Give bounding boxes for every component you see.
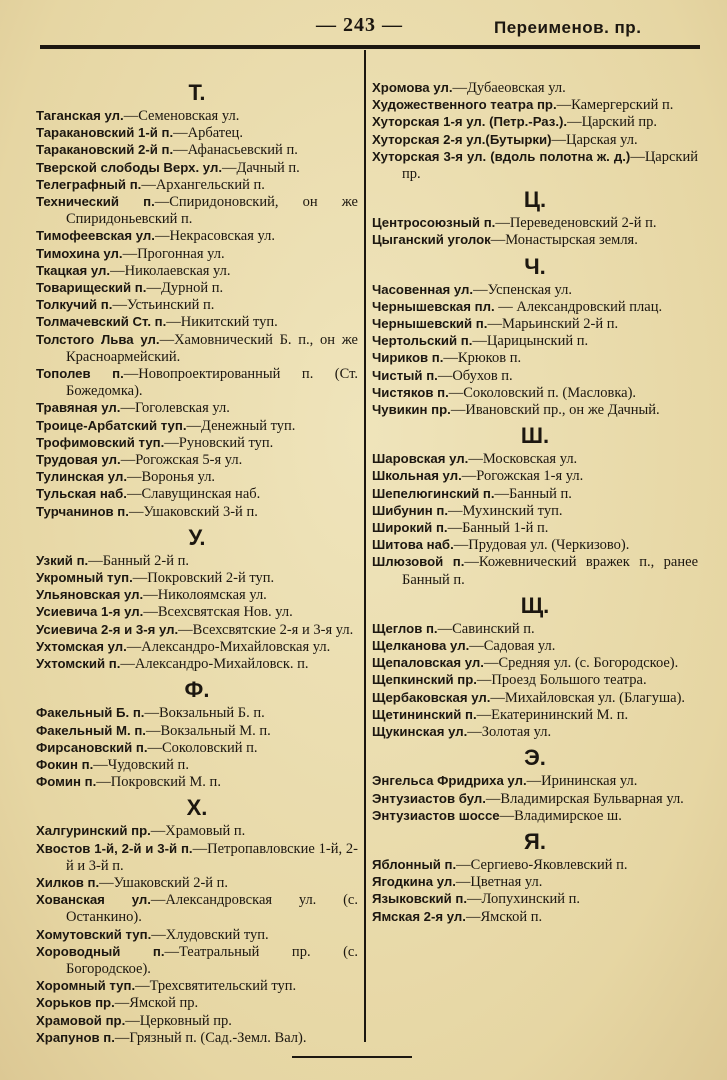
new-street-name: Чертольский п. xyxy=(372,333,473,349)
rename-entry xyxy=(36,553,358,570)
old-street-name: —Грязный п. (Сад.-Земл. Вал). xyxy=(114,1029,307,1046)
rename-entry xyxy=(372,672,698,689)
rename-entry xyxy=(36,705,358,722)
rename-entry xyxy=(372,468,698,485)
old-street-name: —Лопухинский п. xyxy=(467,891,581,908)
old-street-name: —Спиридоновский, он же Спиридоньевский п. xyxy=(66,194,358,228)
old-street-name: —Дачный п. xyxy=(221,159,300,176)
old-street-name: —Золотая ул. xyxy=(467,724,552,741)
new-street-name: Щелканова ул. xyxy=(372,638,470,654)
header-rule xyxy=(40,45,700,49)
new-street-name: Толкучий п. xyxy=(36,297,113,313)
rename-entry xyxy=(372,537,698,554)
rename-entry xyxy=(36,160,358,177)
new-street-name: Тулинская ул. xyxy=(36,469,127,485)
rename-entry xyxy=(372,97,698,114)
rename-entry xyxy=(36,263,358,280)
section-letter-heading: Ч. xyxy=(524,253,546,279)
old-street-name: —Ушаковский 2-й п. xyxy=(99,874,229,891)
new-street-name: Художественного театра пр. xyxy=(372,97,557,113)
new-street-name: Хуторская 2-я ул.(Бутырки) xyxy=(372,131,552,147)
old-street-name: —Московская ул. xyxy=(468,451,578,468)
new-street-name: Шаровская ул. xyxy=(372,451,469,467)
old-street-name: —Садовая ул. xyxy=(469,638,556,655)
new-street-name: Толмачевский Ст. п. xyxy=(36,314,167,330)
old-street-name: —Ивановский пр., он же Дачный. xyxy=(450,402,660,419)
rename-entry xyxy=(36,656,358,673)
old-street-name: —Сергиево-Яковлевский п. xyxy=(456,856,628,873)
new-street-name: Яблонный п. xyxy=(372,856,457,872)
new-street-name: Храпунов п. xyxy=(36,1029,115,1045)
old-street-name: —Савинский п. xyxy=(437,620,535,637)
old-street-name: —Проезд Большого театра. xyxy=(476,672,647,689)
old-street-name: —Кожевнический вражек п., ранее Банный п. xyxy=(402,554,699,588)
rename-entry xyxy=(372,638,698,655)
old-street-name: —Соколовский п. xyxy=(147,739,258,756)
section-letter-heading: Я. xyxy=(524,828,546,854)
rename-entry xyxy=(36,452,358,469)
old-street-name: —Владимирское ш. xyxy=(499,807,622,824)
old-street-name: —Хамовнический Б. п., он же Красноармейский. xyxy=(66,331,358,365)
new-street-name: Чистый п. xyxy=(372,367,438,383)
rename-entry xyxy=(36,332,358,366)
new-street-name: Щукинская ул. xyxy=(372,724,468,740)
old-street-name: —Мухинский туп. xyxy=(448,502,563,519)
rename-entry xyxy=(36,927,358,944)
old-street-name: —Царский пр. xyxy=(402,148,698,183)
old-street-name: —Афанасьевский п. xyxy=(173,142,298,159)
old-street-name: —Рогожская 5-я ул. xyxy=(120,452,243,469)
new-street-name: Тимохина ул. xyxy=(36,245,123,261)
old-street-name: —Рогожская 1-я ул. xyxy=(461,468,584,485)
rename-entry xyxy=(372,368,698,385)
section-letter-heading: Ш. xyxy=(520,423,550,449)
rename-entry xyxy=(372,554,698,588)
new-street-name: Фирсановский п. xyxy=(36,739,148,755)
rename-entry xyxy=(36,1030,358,1047)
new-street-name: Ухтомская ул. xyxy=(36,638,127,654)
old-street-name: —Церковный пр. xyxy=(125,1012,232,1029)
old-street-name: —Камергерский п. xyxy=(556,97,674,114)
rename-entry xyxy=(36,892,358,926)
footer-rule xyxy=(292,1056,412,1058)
old-street-name: —Некрасовская ул. xyxy=(154,228,275,245)
section-letter-heading: У. xyxy=(188,524,206,550)
old-street-name: —Покровский 2-й туп. xyxy=(132,570,275,587)
rename-entry xyxy=(372,503,698,520)
old-street-name: —Банный 2-й п. xyxy=(88,552,189,569)
section-letter-heading: Ф. xyxy=(184,677,210,703)
rename-entry xyxy=(36,639,358,656)
rename-entry xyxy=(36,622,358,639)
rename-entry xyxy=(372,149,698,183)
new-street-name: Центросоюзный п. xyxy=(372,215,496,231)
right-column xyxy=(372,80,698,926)
old-street-name: —Денежный туп. xyxy=(186,417,296,434)
section-letter-heading: Э. xyxy=(524,745,546,771)
new-street-name: Шепелюгинский п. xyxy=(372,485,495,501)
new-street-name: Тимофеевская ул. xyxy=(36,228,155,244)
old-street-name: —Руновский туп. xyxy=(164,434,274,451)
old-street-name: —Николаевская ул. xyxy=(110,262,231,279)
rename-entry xyxy=(372,857,698,874)
old-street-name: —Никитский туп. xyxy=(166,314,278,331)
new-street-name: Травяная ул. xyxy=(36,400,121,416)
old-street-name: —Новопроектированный п. (Ст. Божедомка). xyxy=(66,366,358,400)
new-street-name: Халгуринский пр. xyxy=(36,823,151,839)
rename-entry xyxy=(372,132,698,149)
old-street-name: —Ушаковский 3-й п. xyxy=(128,503,258,520)
new-street-name: Ухтомский п. xyxy=(36,656,121,672)
rename-entry xyxy=(372,773,698,790)
new-street-name: Хромова ул. xyxy=(372,80,453,95)
new-street-name: Хомутовский туп. xyxy=(36,926,152,942)
rename-entry xyxy=(36,418,358,435)
new-street-name: Энгельса Фридриха ул. xyxy=(372,773,527,789)
old-street-name: —Ирининская ул. xyxy=(526,773,638,790)
rename-entry xyxy=(372,385,698,402)
rename-entry xyxy=(372,621,698,638)
new-street-name: Трудовая ул. xyxy=(36,452,121,468)
rename-entry xyxy=(36,108,358,125)
rename-entry xyxy=(36,194,358,228)
old-street-name: —Вокзальный М. п. xyxy=(145,722,271,739)
old-street-name: —Банный п. xyxy=(494,485,572,502)
new-street-name: Хороводный п. xyxy=(36,943,165,959)
old-street-name: —Цветная ул. xyxy=(455,874,543,891)
column-divider xyxy=(364,50,366,1042)
rename-entry xyxy=(372,486,698,503)
old-street-name: —Воронья ул. xyxy=(127,469,216,486)
new-street-name: Укромный туп. xyxy=(36,570,133,586)
rename-entry xyxy=(372,891,698,908)
old-street-name: —Дубаеовская ул. xyxy=(452,80,566,96)
new-street-name: Тульская наб. xyxy=(36,486,127,502)
new-street-name: Ульяновская ул. xyxy=(36,587,144,603)
new-street-name: Щербаковская ул. xyxy=(372,689,491,705)
section-letter-heading: Щ. xyxy=(520,592,550,618)
new-street-name: Хорьков пр. xyxy=(36,995,115,1011)
old-street-name: —Царицынский п. xyxy=(472,333,589,350)
new-street-name: Факельный М. п. xyxy=(36,722,146,738)
rename-entry xyxy=(36,978,358,995)
rename-entry xyxy=(372,80,698,97)
rename-entry xyxy=(36,314,358,331)
new-street-name: Ямская 2-я ул. xyxy=(372,908,466,924)
rename-entry xyxy=(372,655,698,672)
old-street-name: —Марьинский 2-й п. xyxy=(487,316,619,333)
rename-entry xyxy=(36,366,358,400)
old-street-name: —Покровский М. п. xyxy=(96,774,221,791)
new-street-name: Энтузиастов бул. xyxy=(372,790,486,806)
old-street-name: —Храмовый п. xyxy=(150,823,246,840)
new-street-name: Цыганский уголок xyxy=(372,232,491,248)
new-street-name: Храмовой пр. xyxy=(36,1012,126,1028)
old-street-name: —Трехсвятительский туп. xyxy=(135,978,297,995)
rename-entry xyxy=(372,232,698,249)
new-street-name: Факельный Б. п. xyxy=(36,705,145,721)
rename-entry xyxy=(36,604,358,621)
new-street-name: Технический п. xyxy=(36,194,155,210)
rename-entry xyxy=(36,246,358,263)
new-street-name: Шибунин п. xyxy=(372,502,448,518)
new-street-name: Товарищеский п. xyxy=(36,280,147,296)
rename-entry xyxy=(372,808,698,825)
old-street-name: —Михайловская ул. (Благуша). xyxy=(490,689,686,706)
new-street-name: Таракановский 2-й п. xyxy=(36,142,174,158)
old-street-name: —Средняя ул. (с. Богородское). xyxy=(483,655,679,672)
old-street-name: —Петропавловские 1-й, 2-й и 3-й п. xyxy=(66,840,358,874)
old-street-name: —Крюков п. xyxy=(443,350,522,367)
rename-entry xyxy=(372,316,698,333)
rename-entry xyxy=(36,228,358,245)
new-street-name: Таганская ул. xyxy=(36,108,124,123)
new-street-name: Хвостов 1-й, 2-й и 3-й п. xyxy=(36,840,193,856)
rename-entry xyxy=(36,757,358,774)
rename-entry xyxy=(372,724,698,741)
rename-entry xyxy=(372,215,698,232)
old-street-name: —Банный 1-й п. xyxy=(447,520,549,537)
rename-entry xyxy=(372,350,698,367)
old-street-name: —Гоголевская ул. xyxy=(120,400,230,417)
new-street-name: Шитова наб. xyxy=(372,537,454,553)
old-street-name: —Царский пр. xyxy=(567,114,658,131)
new-street-name: Турчанинов п. xyxy=(36,503,129,519)
rename-entry xyxy=(36,875,358,892)
old-street-name: —Монастырская земля. xyxy=(490,232,638,249)
old-street-name: —Устьинский п. xyxy=(112,297,215,314)
rename-entry xyxy=(372,282,698,299)
old-street-name: —Хлудовский туп. xyxy=(151,926,269,943)
old-street-name: —Прогонная ул. xyxy=(122,245,225,262)
new-street-name: Ягодкина ул. xyxy=(372,874,456,890)
old-street-name: —Арбатец. xyxy=(173,125,243,142)
new-street-name: Щетининский п. xyxy=(372,706,477,722)
rename-entry xyxy=(36,841,358,875)
old-street-name: —Обухов п. xyxy=(437,367,513,384)
old-street-name: —Александро-Михайловская ул. xyxy=(126,638,331,655)
rename-entry xyxy=(36,587,358,604)
new-street-name: Фокин п. xyxy=(36,756,94,772)
new-street-name: Хилков п. xyxy=(36,874,100,890)
old-street-name: —Ямской пр. xyxy=(114,995,199,1012)
rename-entry xyxy=(36,435,358,452)
old-street-name: —Александровская ул. (с. Останкино). xyxy=(66,892,358,926)
old-street-name: —Чудовский п. xyxy=(93,756,189,773)
old-street-name: — Александровский плац. xyxy=(494,298,663,315)
rename-entry xyxy=(36,1013,358,1030)
new-street-name: Щеглов п. xyxy=(372,620,438,636)
rename-entry xyxy=(36,469,358,486)
rename-entry xyxy=(372,114,698,131)
new-street-name: Часовенная ул. xyxy=(372,281,474,297)
rename-entry xyxy=(372,520,698,537)
page-number: — 243 — xyxy=(316,14,403,36)
new-street-name: Чернышевская пл. xyxy=(372,298,495,314)
new-street-name: Троице-Арбатский туп. xyxy=(36,417,187,433)
rename-entry xyxy=(372,299,698,316)
old-street-name: —Театральный пр. (с. Богородское). xyxy=(66,943,358,977)
rename-entry xyxy=(36,944,358,978)
running-title: Переименов. пр. xyxy=(494,18,642,37)
rename-entry xyxy=(36,297,358,314)
new-street-name: Шлюзовой п. xyxy=(372,554,465,570)
old-street-name: —Николоямская ул. xyxy=(143,587,267,604)
new-street-name: Хованская ул. xyxy=(36,892,151,908)
new-street-name: Ткацкая ул. xyxy=(36,262,111,278)
old-street-name: —Переведеновский 2-й п. xyxy=(495,215,657,232)
old-street-name: —Владимирская Бульварная ул. xyxy=(485,790,684,807)
new-street-name: Школьная ул. xyxy=(372,468,462,484)
old-street-name: —Прудовая ул. (Черкизово). xyxy=(453,537,630,554)
rename-entry xyxy=(372,909,698,926)
rename-entry xyxy=(36,504,358,521)
new-street-name: Узкий п. xyxy=(36,552,89,568)
new-street-name: Таракановский 1-й п. xyxy=(36,125,174,141)
new-street-name: Телеграфный п. xyxy=(36,176,142,192)
new-street-name: Чернышевский п. xyxy=(372,316,488,332)
rename-entry xyxy=(372,791,698,808)
section-letter-heading: Т. xyxy=(188,80,206,105)
old-street-name: —Славущинская наб. xyxy=(126,486,261,503)
new-street-name: Толстого Льва ул. xyxy=(36,331,160,347)
new-street-name: Щепкинский пр. xyxy=(372,672,477,688)
new-street-name: Языковский п. xyxy=(372,891,467,907)
old-street-name: —Екатерининский М. п. xyxy=(476,706,629,723)
rename-entry xyxy=(36,723,358,740)
rename-entry xyxy=(372,707,698,724)
rename-entry xyxy=(372,690,698,707)
new-street-name: Чувикин пр. xyxy=(372,402,451,418)
rename-entry xyxy=(372,333,698,350)
new-street-name: Чириков п. xyxy=(372,350,444,366)
rename-entry xyxy=(372,451,698,468)
section-letter-heading: Х. xyxy=(186,795,208,821)
old-street-name: —Всехсвятские 2-я и 3-я ул. xyxy=(178,621,354,638)
old-street-name: —Всехсвятская Нов. ул. xyxy=(143,604,293,621)
new-street-name: Хуторская 3-я ул. (вдоль полотна ж. д.) xyxy=(372,148,631,164)
rename-entry xyxy=(372,402,698,419)
rename-entry xyxy=(36,280,358,297)
left-column xyxy=(36,76,358,1047)
new-street-name: Хуторская 1-я ул. (Петр.-Раз.). xyxy=(372,114,568,130)
new-street-name: Трофимовский туп. xyxy=(36,434,165,450)
rename-entry xyxy=(36,570,358,587)
rename-entry xyxy=(36,774,358,791)
old-street-name: —Ямской п. xyxy=(465,908,543,925)
new-street-name: Энтузиастов шоссе xyxy=(372,807,500,823)
new-street-name: Тополев п. xyxy=(36,366,124,382)
rename-entry xyxy=(36,486,358,503)
old-street-name: —Успенская ул. xyxy=(473,281,572,298)
old-street-name: —Архангельский п. xyxy=(141,176,265,193)
new-street-name: Чистяков п. xyxy=(372,384,449,400)
old-street-name: —Соколовский п. (Масловка). xyxy=(448,384,637,401)
rename-entry xyxy=(36,823,358,840)
new-street-name: Хоромный туп. xyxy=(36,978,136,994)
rename-entry xyxy=(36,177,358,194)
old-street-name: —Дурной п. xyxy=(146,280,224,297)
old-street-name: —Царская ул. xyxy=(551,131,638,148)
new-street-name: Фомин п. xyxy=(36,774,97,790)
rename-entry xyxy=(36,400,358,417)
new-street-name: Усиевича 2-я и 3-я ул. xyxy=(36,621,179,637)
new-street-name: Усиевича 1-я ул. xyxy=(36,604,144,620)
new-street-name: Щепаловская ул. xyxy=(372,655,484,671)
new-street-name: Широкий п. xyxy=(372,520,448,536)
section-letter-heading: Ц. xyxy=(523,187,547,213)
rename-entry xyxy=(36,125,358,142)
rename-entry xyxy=(36,740,358,757)
rename-entry xyxy=(36,142,358,159)
rename-entry xyxy=(372,874,698,891)
old-street-name: —Вокзальный Б. п. xyxy=(144,705,265,722)
rename-entry xyxy=(36,995,358,1012)
new-street-name: Тверской слободы Верх. ул. xyxy=(36,159,222,175)
old-street-name: —Семеновская ул. xyxy=(123,108,240,124)
old-street-name: —Александро-Михайловск. п. xyxy=(120,656,309,673)
